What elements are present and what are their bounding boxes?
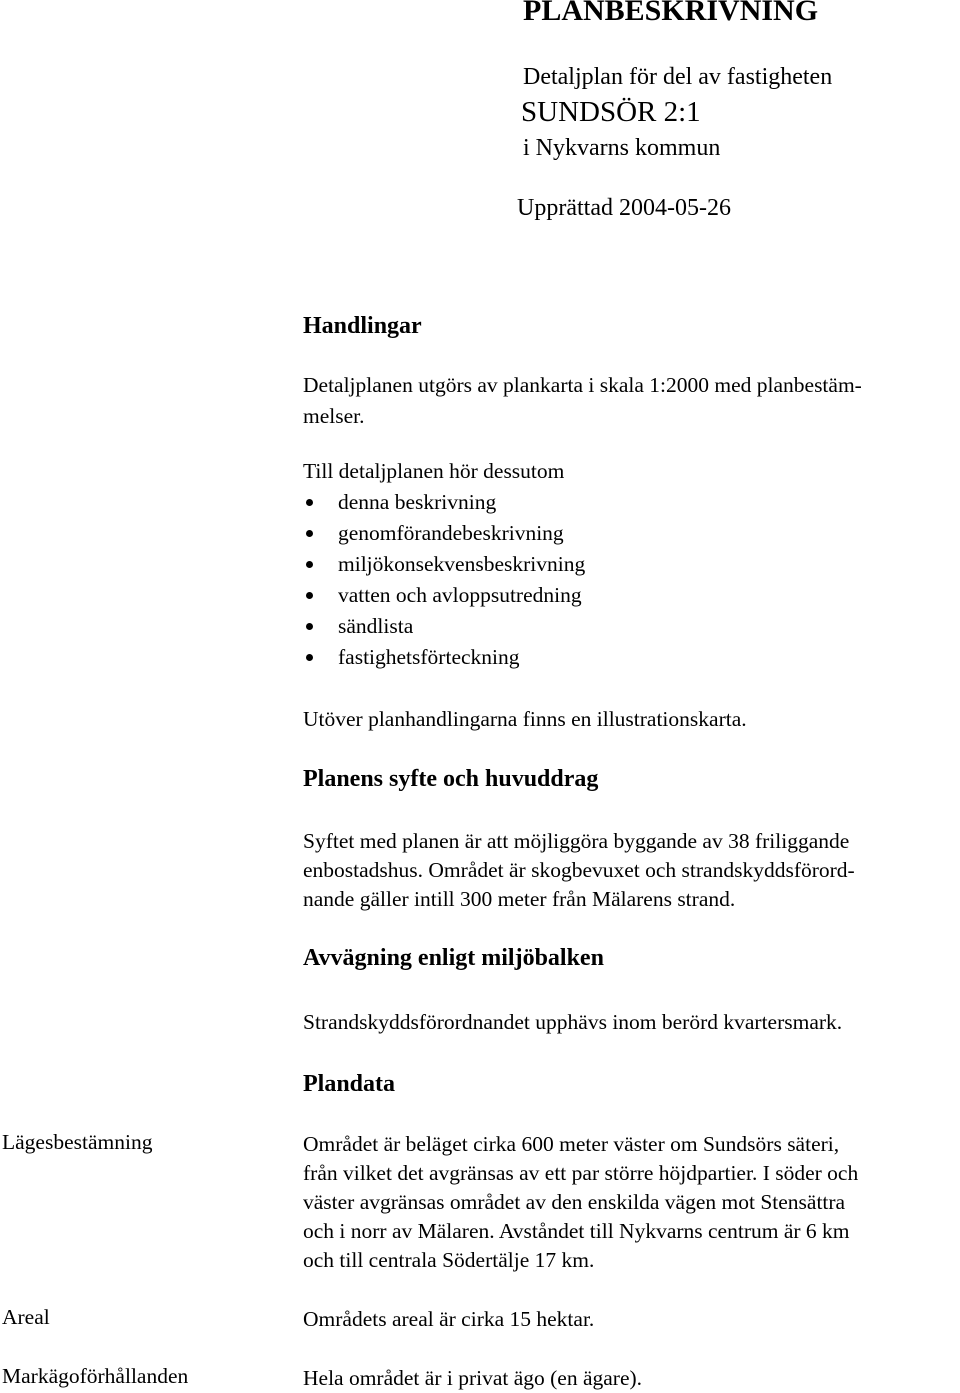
property-name: SUNDSÖR 2:1 [521, 96, 701, 128]
list-item: genomförandebeskrivning [303, 518, 585, 549]
list-item: vatten och avloppsutredning [303, 580, 585, 611]
document-title: PLANBESKRIVNING [523, 0, 819, 27]
lage-line: och i norr av Mälaren. Avståndet till Nykvarns centrum är 6 km [303, 1219, 850, 1243]
syfte-line1: Syftet med planen är att möjliggöra byggande av 38 friliggande [303, 829, 850, 853]
heading-syfte: Planens syfte och huvuddrag [303, 766, 599, 792]
document-subtitle: Detaljplan för del av fastigheten [523, 64, 833, 90]
lage-line: från vilket det avgränsas av ett par större höjdpartier. I söder och [303, 1161, 859, 1185]
bullet-icon [306, 499, 313, 506]
bullet-icon [306, 623, 313, 630]
mark-text: Hela området är i privat ägo (en ägare). [303, 1366, 643, 1390]
municipality: i Nykvarns kommun [523, 135, 721, 161]
lage-line: väster avgränsas området av den enskilda vägen mot Stensättra [303, 1190, 846, 1214]
bullet-icon [306, 530, 313, 537]
areal-text: Områdets areal är cirka 15 hektar. [303, 1307, 595, 1331]
lage-line: Området är beläget cirka 600 meter väster om Sundsörs säteri, [303, 1132, 840, 1156]
label-lagesbestamning: Lägesbestämning [2, 1130, 153, 1154]
handlingar-intro: Till detaljplanen hör dessutom [303, 459, 565, 483]
label-markagoforhallanden: Markägoförhållanden [2, 1364, 189, 1388]
list-item: sändlista [303, 611, 585, 642]
date-line: Upprättad 2004-05-26 [517, 195, 731, 221]
syfte-line3: nande gäller intill 300 meter från Mälarens strand. [303, 887, 736, 911]
bullet-icon [306, 592, 313, 599]
miljobalken-text: Strandskyddsförordnandet upphävs inom berörd kvartersmark. [303, 1010, 843, 1034]
heading-plandata: Plandata [303, 1071, 396, 1097]
handlingar-para-line2: melser. [303, 404, 365, 428]
syfte-line2: enbostadshus. Området är skogbevuxet och strandskyddsförord- [303, 858, 855, 882]
handlingar-extra: Utöver planhandlingarna finns en illustrationskarta. [303, 707, 747, 731]
bullet-icon [306, 654, 313, 661]
heading-handlingar: Handlingar [303, 313, 422, 339]
list-item: fastighetsförteckning [303, 642, 585, 673]
heading-miljobalken: Avvägning enligt miljöbalken [303, 945, 604, 971]
lage-line: och till centrala Södertälje 17 km. [303, 1248, 595, 1272]
handlingar-list [303, 487, 585, 673]
list-item: miljökonsekvensbeskrivning [303, 549, 585, 580]
label-areal: Areal [2, 1305, 50, 1329]
list-item: denna beskrivning [303, 487, 585, 518]
bullet-icon [306, 561, 313, 568]
handlingar-para-line1: Detaljplanen utgörs av plankarta i skala 1:2000 med planbestäm- [303, 373, 862, 397]
